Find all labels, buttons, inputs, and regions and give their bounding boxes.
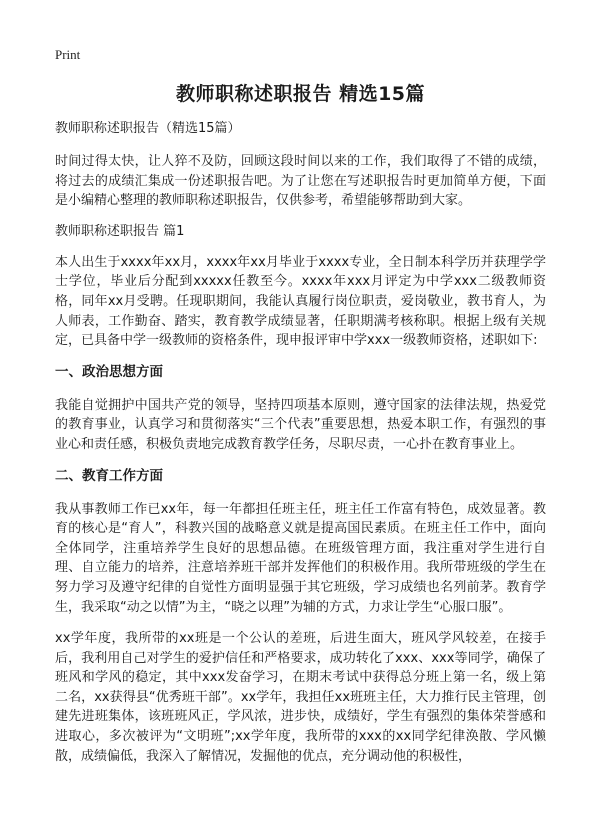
article-heading: 教师职称述职报告 篇1 bbox=[55, 223, 185, 239]
paragraph-teaching-2: xx学年度，我所带的xx班是一个公认的差班，后进生面大，班风学风较差，在接手后，我利用自己对学生的爱护信任和严格要求，成功转化了xxx、xxx等同学，确保了班风和学风的稳定，其中xxx发奋学习，在期末考试中获得总分班上第一名，级上第二名，xx获得县“优秀班干部”。xx学年，我担任xx班班主任，大力推行民主管理，创建先进班集体，该班班风正，学风浓，进步快，成绩好，学生有强烈的集体荣誉感和进取心，多次被评为“文明班”;xx学年度，我所带的xxx的xx同学纪律涣散、学风懒散，成绩偏低，我深入了解情况，发掘他的优点，充分调动他的积极性， bbox=[55, 631, 546, 764]
document-subtitle: 教师职称述职报告（精选15篇） bbox=[55, 121, 241, 136]
section-heading-teaching: 二、教育工作方面 bbox=[55, 467, 163, 484]
print-link[interactable]: Print bbox=[55, 47, 81, 62]
paragraph-background: 本人出生于xxxx年xx月，xxxx年xx月毕业于xxxx专业，全日制本科学历并获理学学士学位，毕业后分配到xxxxx任教至今。xxxx年xxx月评定为中学xxx二级教师资格，同年xx月受聘。任现职期间，我能认真履行岗位职责，爱岗敬业，教书育人，为人师表，工作勤奋、踏实，教育教学成绩显著，任职期满考核称职。根据上级有关规定，已具备中学一级教师的资格条件，现申报评审中学xxx一级教师资格，述职如下: bbox=[55, 254, 546, 349]
paragraph-teaching-1: 我从事教师工作已xx年，每一年都担任班主任，班主任工作富有特色，成效显著。教育的核心是“育人”，科教兴国的战略意义就是提高国民素质。在班主任工作中，面向全体同学，注重培养学生良好的思想品德。在班级管理方面，我注重对学生进行自理、自立能力的培养，注意培养班干部并发挥他们的积极作用。我所带班级的学生在努力学习及遵守纪律的自觉性方面明显强于其它班级，学习成绩也名列前茅。教育学生，我采取“动之以情”为主，“晓之以理”为辅的方式，力求让学生“心服口服”。 bbox=[55, 501, 546, 615]
paragraph-politics: 我能自觉拥护中国共产党的领导，坚持四项基本原则，遵守国家的法律法规，热爱党的教育事业，认真学习和贯彻落实“三个代表”重要思想，热爱本职工作，有强烈的事业心和责任感，积极负责地完成教育教学任务，尽职尽责，一心扑在教育事业上。 bbox=[55, 397, 546, 452]
intro-paragraph: 时间过得太快，让人猝不及防，回顾这段时间以来的工作，我们取得了不错的成绩，将过去的成绩汇集成一份述职报告吧。为了让您在写述职报告时更加简单方便，下面是小编精心整理的教师职称述职报告，仅供参考，希望能够帮助到大家。 bbox=[55, 154, 546, 209]
page-title: 教师职称述职报告 精选15篇 bbox=[175, 83, 426, 105]
section-heading-politics: 一、政治思想方面 bbox=[55, 363, 163, 380]
